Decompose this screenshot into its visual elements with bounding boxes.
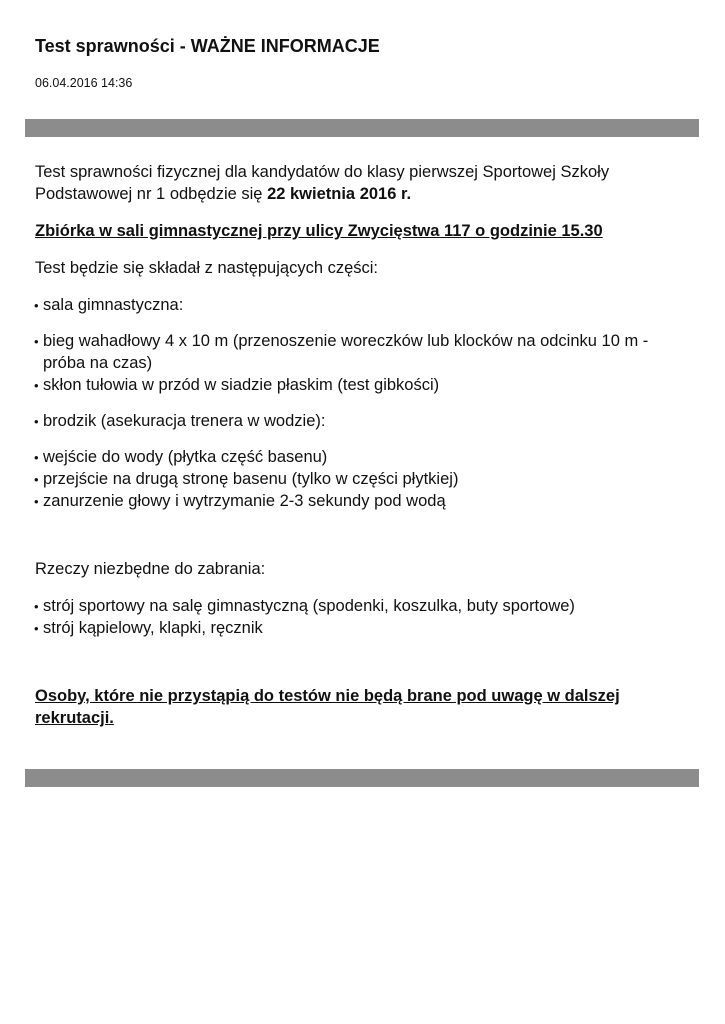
bottom-divider-bar — [25, 769, 699, 787]
intro-text: Test sprawności fizycznej dla kandydatów do klasy pierwszej Sportowej Szkoły Podstawowej nr 1 odbędzie się — [35, 163, 610, 203]
pool-tests-list — [35, 446, 675, 512]
bring-list — [35, 595, 675, 639]
list-item-pool-dive: • zanurzenie głowy i wytrzymanie 2-3 sekundy pod wodą — [35, 490, 675, 512]
top-divider-bar — [25, 119, 699, 137]
list-item-pool-cross: • przejście na drugą stronę basenu (tylko w części płytkiej) — [35, 468, 675, 490]
list-item-shuttle-run: • bieg wahadłowy 4 x 10 m (przenoszenie woreczków lub klocków na odcinku 10 m - próba na czas) — [35, 330, 675, 374]
list-item-bring-gym: • strój sportowy na salę gimnastyczną (spodenki, koszulka, buty sportowe) — [35, 595, 675, 617]
list-item-pool: • brodzik (asekuracja trenera w wodzie): — [35, 410, 675, 432]
meeting-info: Zbiórka w sali gimnastycznej przy ulicy Zwycięstwa 117 o godzinie 15.30 — [35, 222, 603, 240]
intro-paragraph — [35, 161, 675, 205]
list-item-bring-swim: • strój kąpielowy, klapki, ręcznik — [35, 617, 675, 639]
list-item-gym: • sala gimnastyczna: — [35, 294, 675, 316]
gym-tests-list — [35, 330, 675, 396]
publish-date: 06.04.2016 14:36 — [35, 76, 133, 90]
gym-list — [35, 294, 675, 316]
list-item-bend: • skłon tułowia w przód w siadzie płaskim (test gibkości) — [35, 374, 675, 396]
list-item-pool-enter: • wejście do wody (płytka część basenu) — [35, 446, 675, 468]
bring-intro: Rzeczy niezbędne do zabrania: — [35, 560, 266, 578]
pool-list — [35, 410, 675, 432]
parts-intro: Test będzie się składał z następujących części: — [35, 259, 379, 277]
intro-date: 22 kwietnia 2016 r. — [267, 185, 412, 203]
article-body — [35, 161, 675, 729]
page-title: Test sprawności - WAŻNE INFORMACJE — [35, 36, 380, 56]
warning-text: Osoby, które nie przystąpią do testów nie będą brane pod uwagę w dalszej rekrutacji. — [35, 687, 620, 727]
